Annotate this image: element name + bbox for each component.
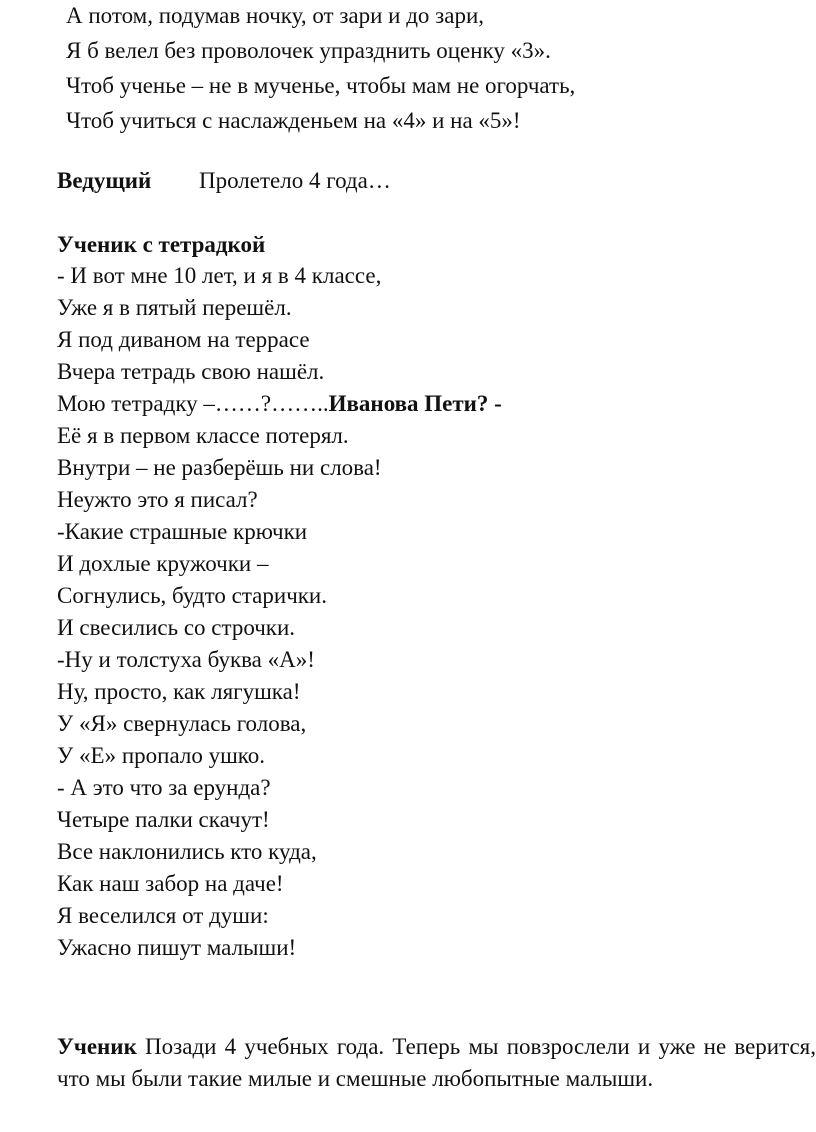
host-line (57, 165, 391, 197)
verse-line: Четыре палки скачут! (57, 807, 270, 832)
intro-line-3: Чтоб ученье – не в мученье, чтобы мам не огорчать, (66, 73, 576, 98)
verse-line: Согнулись, будто старички. (57, 583, 327, 608)
verse-line: Уже я в пятый перешёл. (57, 295, 292, 320)
verse-line: -Какие страшные крючки (57, 519, 308, 544)
verse-line: Внутри – не разберёшь ни слова! (57, 455, 382, 480)
student-speaker: Ученик (57, 1034, 137, 1059)
verse-line: - А это что за ерунда? (57, 775, 271, 800)
intro-line-2: Я б велел без проволочек упразднить оценку «3». (66, 38, 551, 63)
verse-line: Неужто это я писал? (57, 487, 258, 512)
verse-line: Все наклонились кто куда, (57, 839, 317, 864)
verse-line: -Ну и толстуха буква «А»! (57, 647, 315, 672)
verse-line: И дохлые кружочки – (57, 551, 269, 576)
verse-line: Как наш забор на даче! (57, 871, 284, 896)
host-text: Пролетело 4 года… (199, 168, 391, 193)
verse-line: Ужасно пишут малыши! (57, 935, 297, 960)
verse-line: Я под диваном на террасе (57, 327, 310, 352)
verse-line: У «Е» пропало ушко. (57, 743, 266, 768)
notebook-speaker-title: Ученик с тетрадкой (57, 232, 266, 257)
verse-line: Её я в первом классе потерял. (57, 423, 349, 448)
verse-line: Вчера тетрадь свою нашёл. (57, 359, 325, 384)
student-paragraph (57, 1031, 816, 1095)
student-text: Позади 4 учебных года. Теперь мы повзрослели и уже не верится, что мы были такие милые и смешные любопытные малыши. (57, 1034, 816, 1091)
verse-line-prefix: Мою тетрадку –……?…….. (57, 391, 329, 416)
verse-line-bold: Иванова Пети? - (328, 391, 502, 416)
intro-line-1: А потом, подумав ночку, от зари и до зари, (66, 3, 485, 28)
intro-line-4: Чтоб учиться с наслажденьем на «4» и на «5»! (66, 108, 521, 133)
verse-line: У «Я» свернулась голова, (57, 711, 307, 736)
verse-line: И свесились со строчки. (57, 615, 296, 640)
verse-line (57, 388, 502, 420)
verse-line: Ну, просто, как лягушка! (57, 679, 301, 704)
verse-line: - И вот мне 10 лет, и я в 4 классе, (57, 263, 382, 288)
host-speaker: Ведущий (57, 168, 152, 193)
verse-line: Я веселился от души: (57, 903, 269, 928)
